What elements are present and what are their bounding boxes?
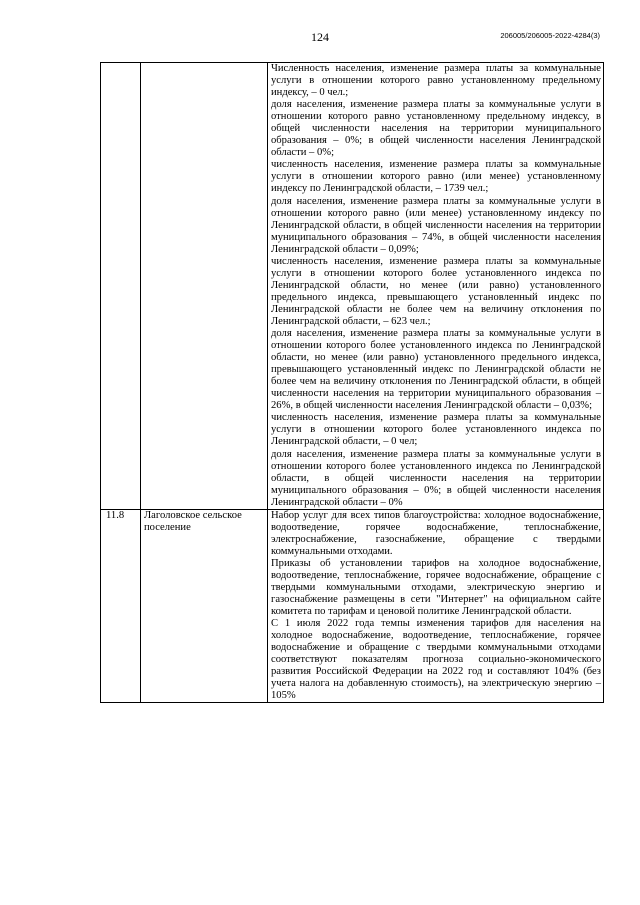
paragraph: Приказы об установлении тарифов на холодное водоснабжение, водоотведение, теплоснабжение, горячее водоснабжение, обращение с твердыми коммунальными отходами, электрическую энергию и газоснабжение размещены в сети "Интернет" на официальном сайте комитета по тарифам и ценовой политике Ленинградской области. <box>271 557 601 618</box>
table-row-continued <box>101 63 604 510</box>
page-number: 124 <box>311 30 329 44</box>
paragraph: доля населения, изменение размера платы за коммунальные услуги в отношении которого равно (или менее) установленному индексу по Ленинградской области, в общей численности населения на территории муниципального образования – 74%, в общей численности населения Ленинградской области – 0,09%; <box>271 195 601 255</box>
description-cell <box>268 63 604 510</box>
table-row-11-8 <box>101 509 604 703</box>
settlement-name: Лаголовское сельское поселение <box>141 509 268 703</box>
paragraph: доля населения, изменение размера платы за коммунальные услуги в отношении которого равно установленному предельному индексу, в общей численности населения на территории муниципального образования – 0%; в общей численности населения Ленинградской области – 0%; <box>271 99 601 159</box>
paragraph: численность населения, изменение размера платы за коммунальные услуги в отношении которого равно (или менее) установленному индексу по Ленинградской области, – 1739 чел.; <box>271 159 601 195</box>
paragraph: С 1 июля 2022 года темпы изменения тарифов для населения на холодное водоснабжение, водоотведение, теплоснабжение, горячее водоснабжение и обращение с твердыми коммунальными отходами соответствуют показателям прогноза социально-экономического развития Российской Федерации на 2022 год и составляют 104% (без учета налога на добавленную стоимость), на электрическую энергию – 105% <box>271 618 601 702</box>
document-code: 206005/206005-2022-4284(3) <box>500 31 600 40</box>
paragraph: численность населения, изменение размера платы за коммунальные услуги в отношении которого более установленного индекса по Ленинградской области, – 0 чел; <box>271 412 601 448</box>
place-cell <box>141 63 268 510</box>
paragraph: численность населения, изменение размера платы за коммунальные услуги в отношении которого более установленного индекса по Ленинградской области, но менее (или равно) установленного предельного индекса, превышающего установленный индекс по Ленинградской области не более чем на величину отклонения по Ленинградской области, – 623 чел.; <box>271 255 601 327</box>
paragraph: доля населения, изменение размера платы за коммунальные услуги в отношении которого более установленного индекса по Ленинградской области, в общей численности населения на территории муниципального образования – 0%; в общей численности населения Ленинградской области – 0% <box>271 448 601 508</box>
number-cell <box>101 63 141 510</box>
paragraph: Численность населения, изменение размера платы за коммунальные услуги в отношении которого равно установленному предельному индексу, – 0 чел.; <box>271 63 601 99</box>
description-cell <box>268 509 604 703</box>
paragraph: доля населения, изменение размера платы за коммунальные услуги в отношении которого более установленного индекса по Ленинградской области, но менее (или равно) установленного предельного индекса, превышающего установленный индекс по Ленинградской области не более чем на величину отклонения по Ленинградской области, в общей численности населения на территории муниципального образования – 26%, в общей численности населения Ленинградской области – 0,03%; <box>271 328 601 412</box>
document-table <box>100 62 604 703</box>
row-number: 11.8 <box>101 509 141 703</box>
paragraph: Набор услуг для всех типов благоустройства: холодное водоснабжение, водоотведение, горячее водоснабжение, теплоснабжение, электроснабжение, газоснабжение, обращение с твердыми коммунальными отходами. <box>271 509 601 557</box>
